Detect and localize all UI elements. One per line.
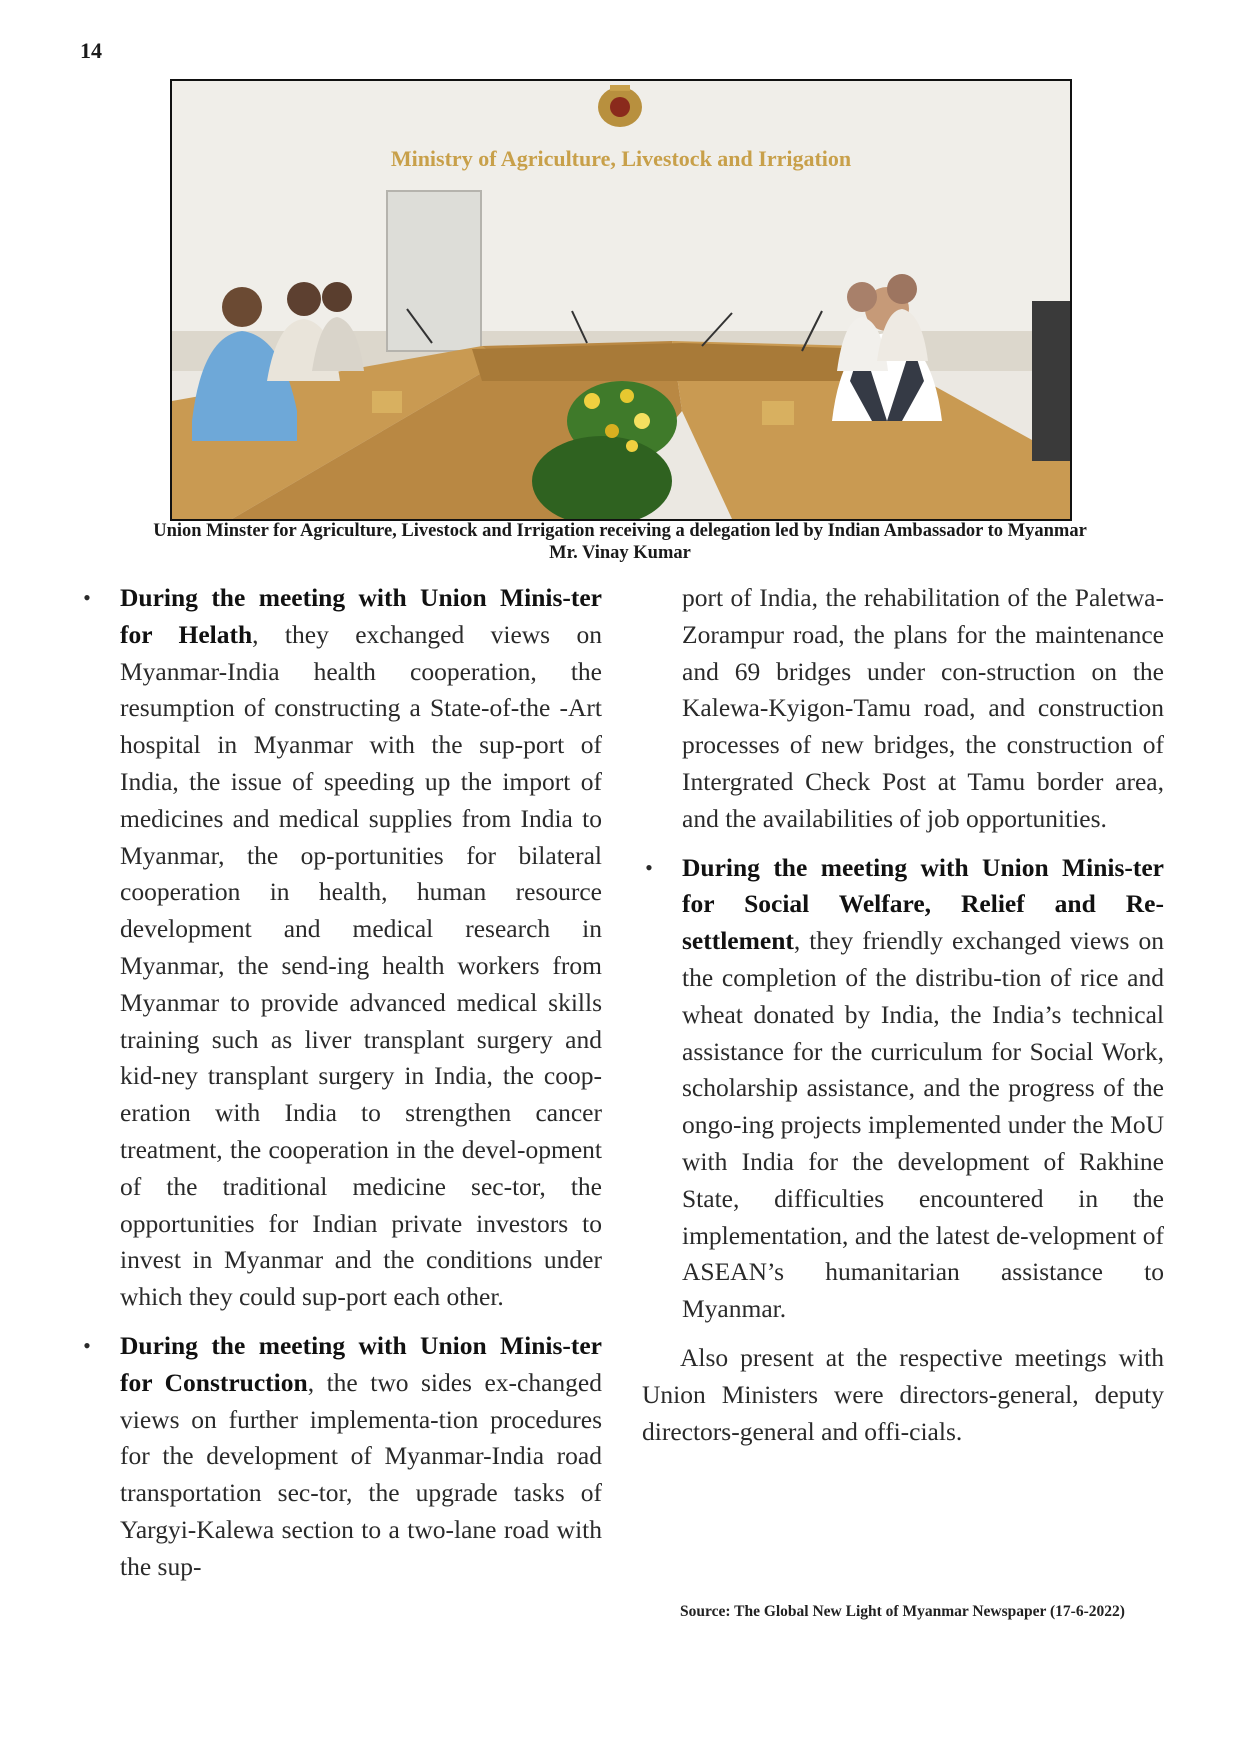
bullet-social-lead: During the meeting with Union Minis-ter for Social Welfare, Relief and Re-settlement (682, 852, 1164, 956)
bullet-construction (80, 1328, 602, 1586)
bullet-icon: • (83, 1332, 91, 1358)
bullet-health-lead: During the meeting with Union Minis-ter for Helath (120, 583, 602, 649)
caption-line-2: Mr. Vinay Kumar (549, 543, 691, 563)
bullet-social-welfare (642, 850, 1164, 1328)
bullet-health-body: , they exchanged views on Myanmar-India health cooperation, the resumption of constructing a State-of-the -Art hospital in Myanmar with the sup-port of India, the issue of speeding up the import of medicines and medical supplies from India to Myanmar, the op-portunities for bilateral cooperation in health, human resource development and medical research in Myanmar, the send-ing health workers from Myanmar to provide advanced medical skills training such as liver transplant surgery and kid-ney transplant surgery in India, the coop-eration with India to strengthen cancer treatment, the cooperation in the devel-opment of the traditional medicine sec-tor, the opportunities for Indian private investors to invest in Myanmar and the conditions under which they could sup-port each other. (120, 619, 602, 1312)
source-citation: Source: The Global New Light of Myanmar Newspaper (17-6-2022) (680, 1603, 1125, 1620)
photo-caption (80, 520, 1160, 564)
right-column (642, 580, 1164, 1450)
left-column (80, 580, 602, 1598)
bullet-health (80, 580, 602, 1316)
meeting-photo (170, 79, 1072, 521)
bullet-construction-body: , the two sides ex-changed views on further implementa-tion procedures for the development of Myanmar-India road transportation sec-tor, the upgrade tasks of Yargyi-Kalewa section to a two-lane road with the sup- (120, 1367, 602, 1581)
page-number: 14 (80, 38, 102, 63)
wall-sign: Ministry of Agriculture, Livestock and Irrigation (390, 146, 852, 171)
caption-line-1: Union Minster for Agriculture, Livestock and Irrigation receiving a delegation led by Indian Ambassador to Myanmar (153, 521, 1087, 541)
bullet-icon: • (645, 854, 653, 880)
bullet-construction-lead: During the meeting with Union Minis-ter for Construction (120, 1330, 602, 1397)
closing-paragraph: Also present at the respective meetings with Union Ministers were directors-general, deputy directors-general and offi-cials. (642, 1342, 1164, 1446)
bullet-icon: • (83, 585, 91, 610)
bullet-social-body: , they friendly exchanged views on the completion of the distribu-tion of rice and wheat donated by India, the India’s technical assistance for the curriculum for Social Work, scholarship assistance, and the progress of the ongo-ing projects implemented under the MoU with India for the development of Rakhine State, difficulties encountered in the implementation, and the latest de-velopment of ASEAN’s humanitarian assistance to Myanmar. (682, 926, 1164, 1324)
bullet-construction-continued: port of India, the rehabilitation of the Paletwa-Zorampur road, the plans for the maintenance and 69 bridges under con-struction on the Kalewa-Kyigon-Tamu road, and construction processes of new bridges, the construction of Intergrated Check Post at Tamu border area, and the availabilities of job opportunities. (682, 583, 1164, 833)
